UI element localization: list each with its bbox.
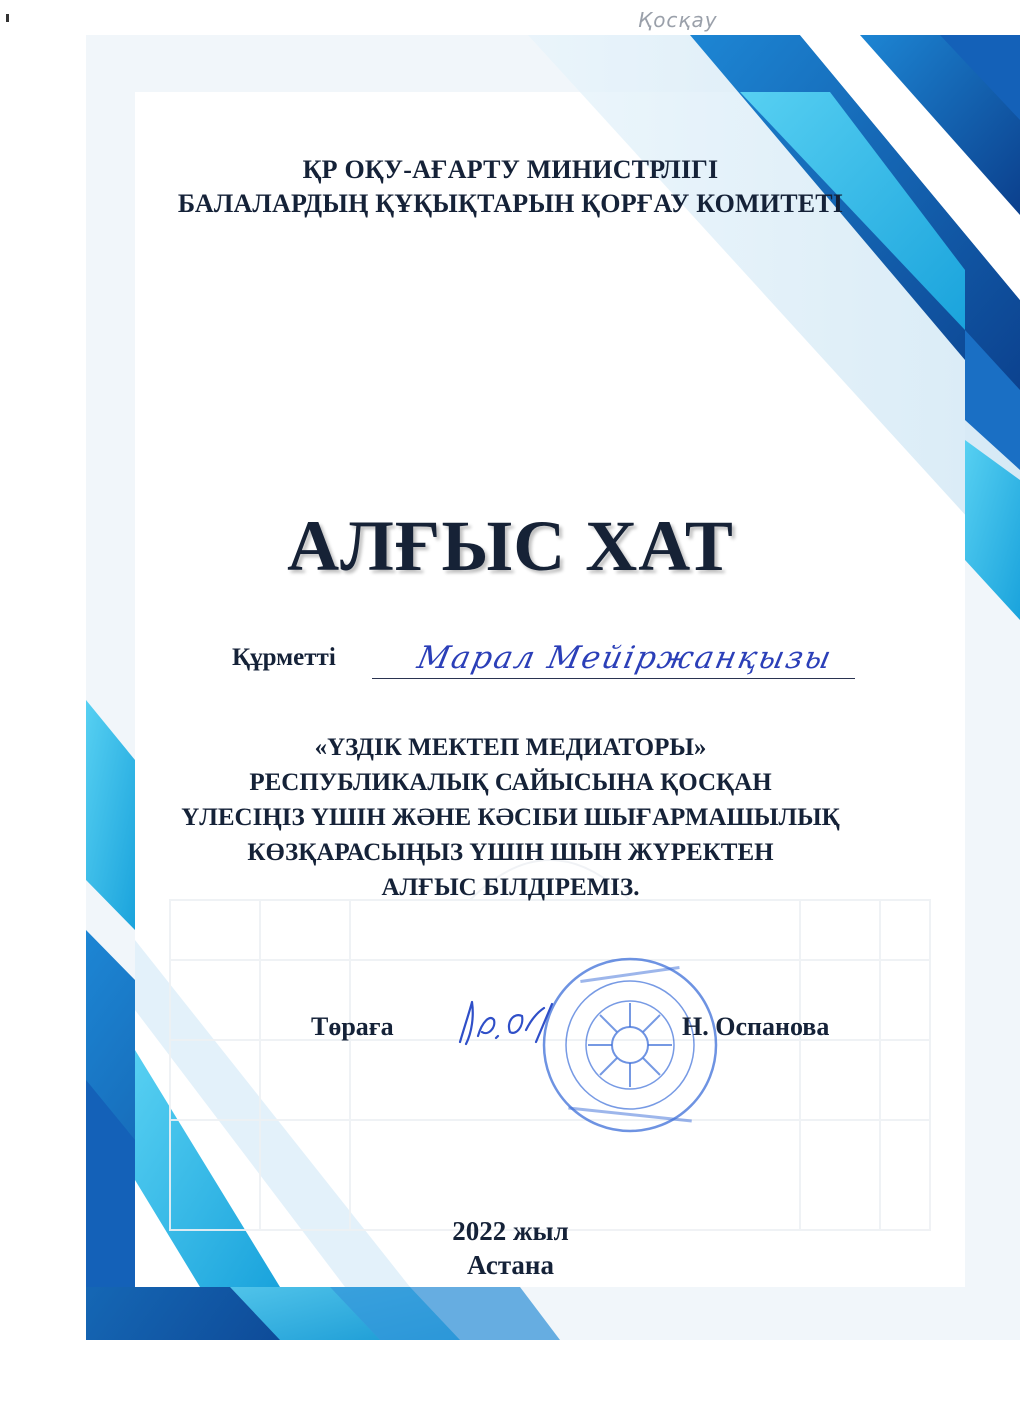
edge-mark: [6, 14, 9, 22]
body-line: АЛҒЫС БІЛДІРЕМІЗ.: [381, 874, 640, 901]
issuer-header: [0, 153, 1021, 221]
signatory-name: Н. Оспанова: [682, 1012, 830, 1041]
issue-year: 2022 жыл: [452, 1216, 569, 1246]
body-line: КӨЗҚАРАСЫҢЫЗ ҮШІН ШЫН ЖҮРЕКТЕН: [247, 839, 774, 866]
ministry-name: ҚР ОҚУ-АҒАРТУ МИНИСТРЛІГІ: [302, 155, 719, 184]
body-line: ҮЛЕСІҢІЗ ҮШІН ЖӘНЕ КӘСІБИ ШЫҒАРМАШЫЛЫҚ: [181, 804, 840, 831]
handwritten-corner-note: Қосқау: [638, 8, 718, 32]
body-line: «ҮЗДІК МЕКТЕП МЕДИАТОРЫ»: [314, 734, 707, 761]
official-stamp: [540, 955, 720, 1135]
body-line: РЕСПУБЛИКАЛЫҚ САЙЫСЫНА ҚОСҚАН: [249, 769, 772, 796]
signatory-role: Төраға: [311, 1012, 394, 1041]
recipient-underline: [372, 678, 855, 679]
gratitude-text: [0, 730, 1021, 905]
document-title: АЛҒЫС ХАТ: [287, 506, 734, 586]
signature: [452, 992, 562, 1052]
recipient-label: Құрметті: [232, 644, 336, 671]
committee-name: БАЛАЛАРДЫҢ ҚҰҚЫҚТАРЫН ҚОРҒАУ КОМИТЕТІ: [177, 189, 844, 218]
recipient-name-handwritten: Марал Мейіржанқызы: [414, 640, 837, 676]
issue-city: Астана: [467, 1250, 554, 1280]
issue-footer: [0, 1214, 1021, 1282]
